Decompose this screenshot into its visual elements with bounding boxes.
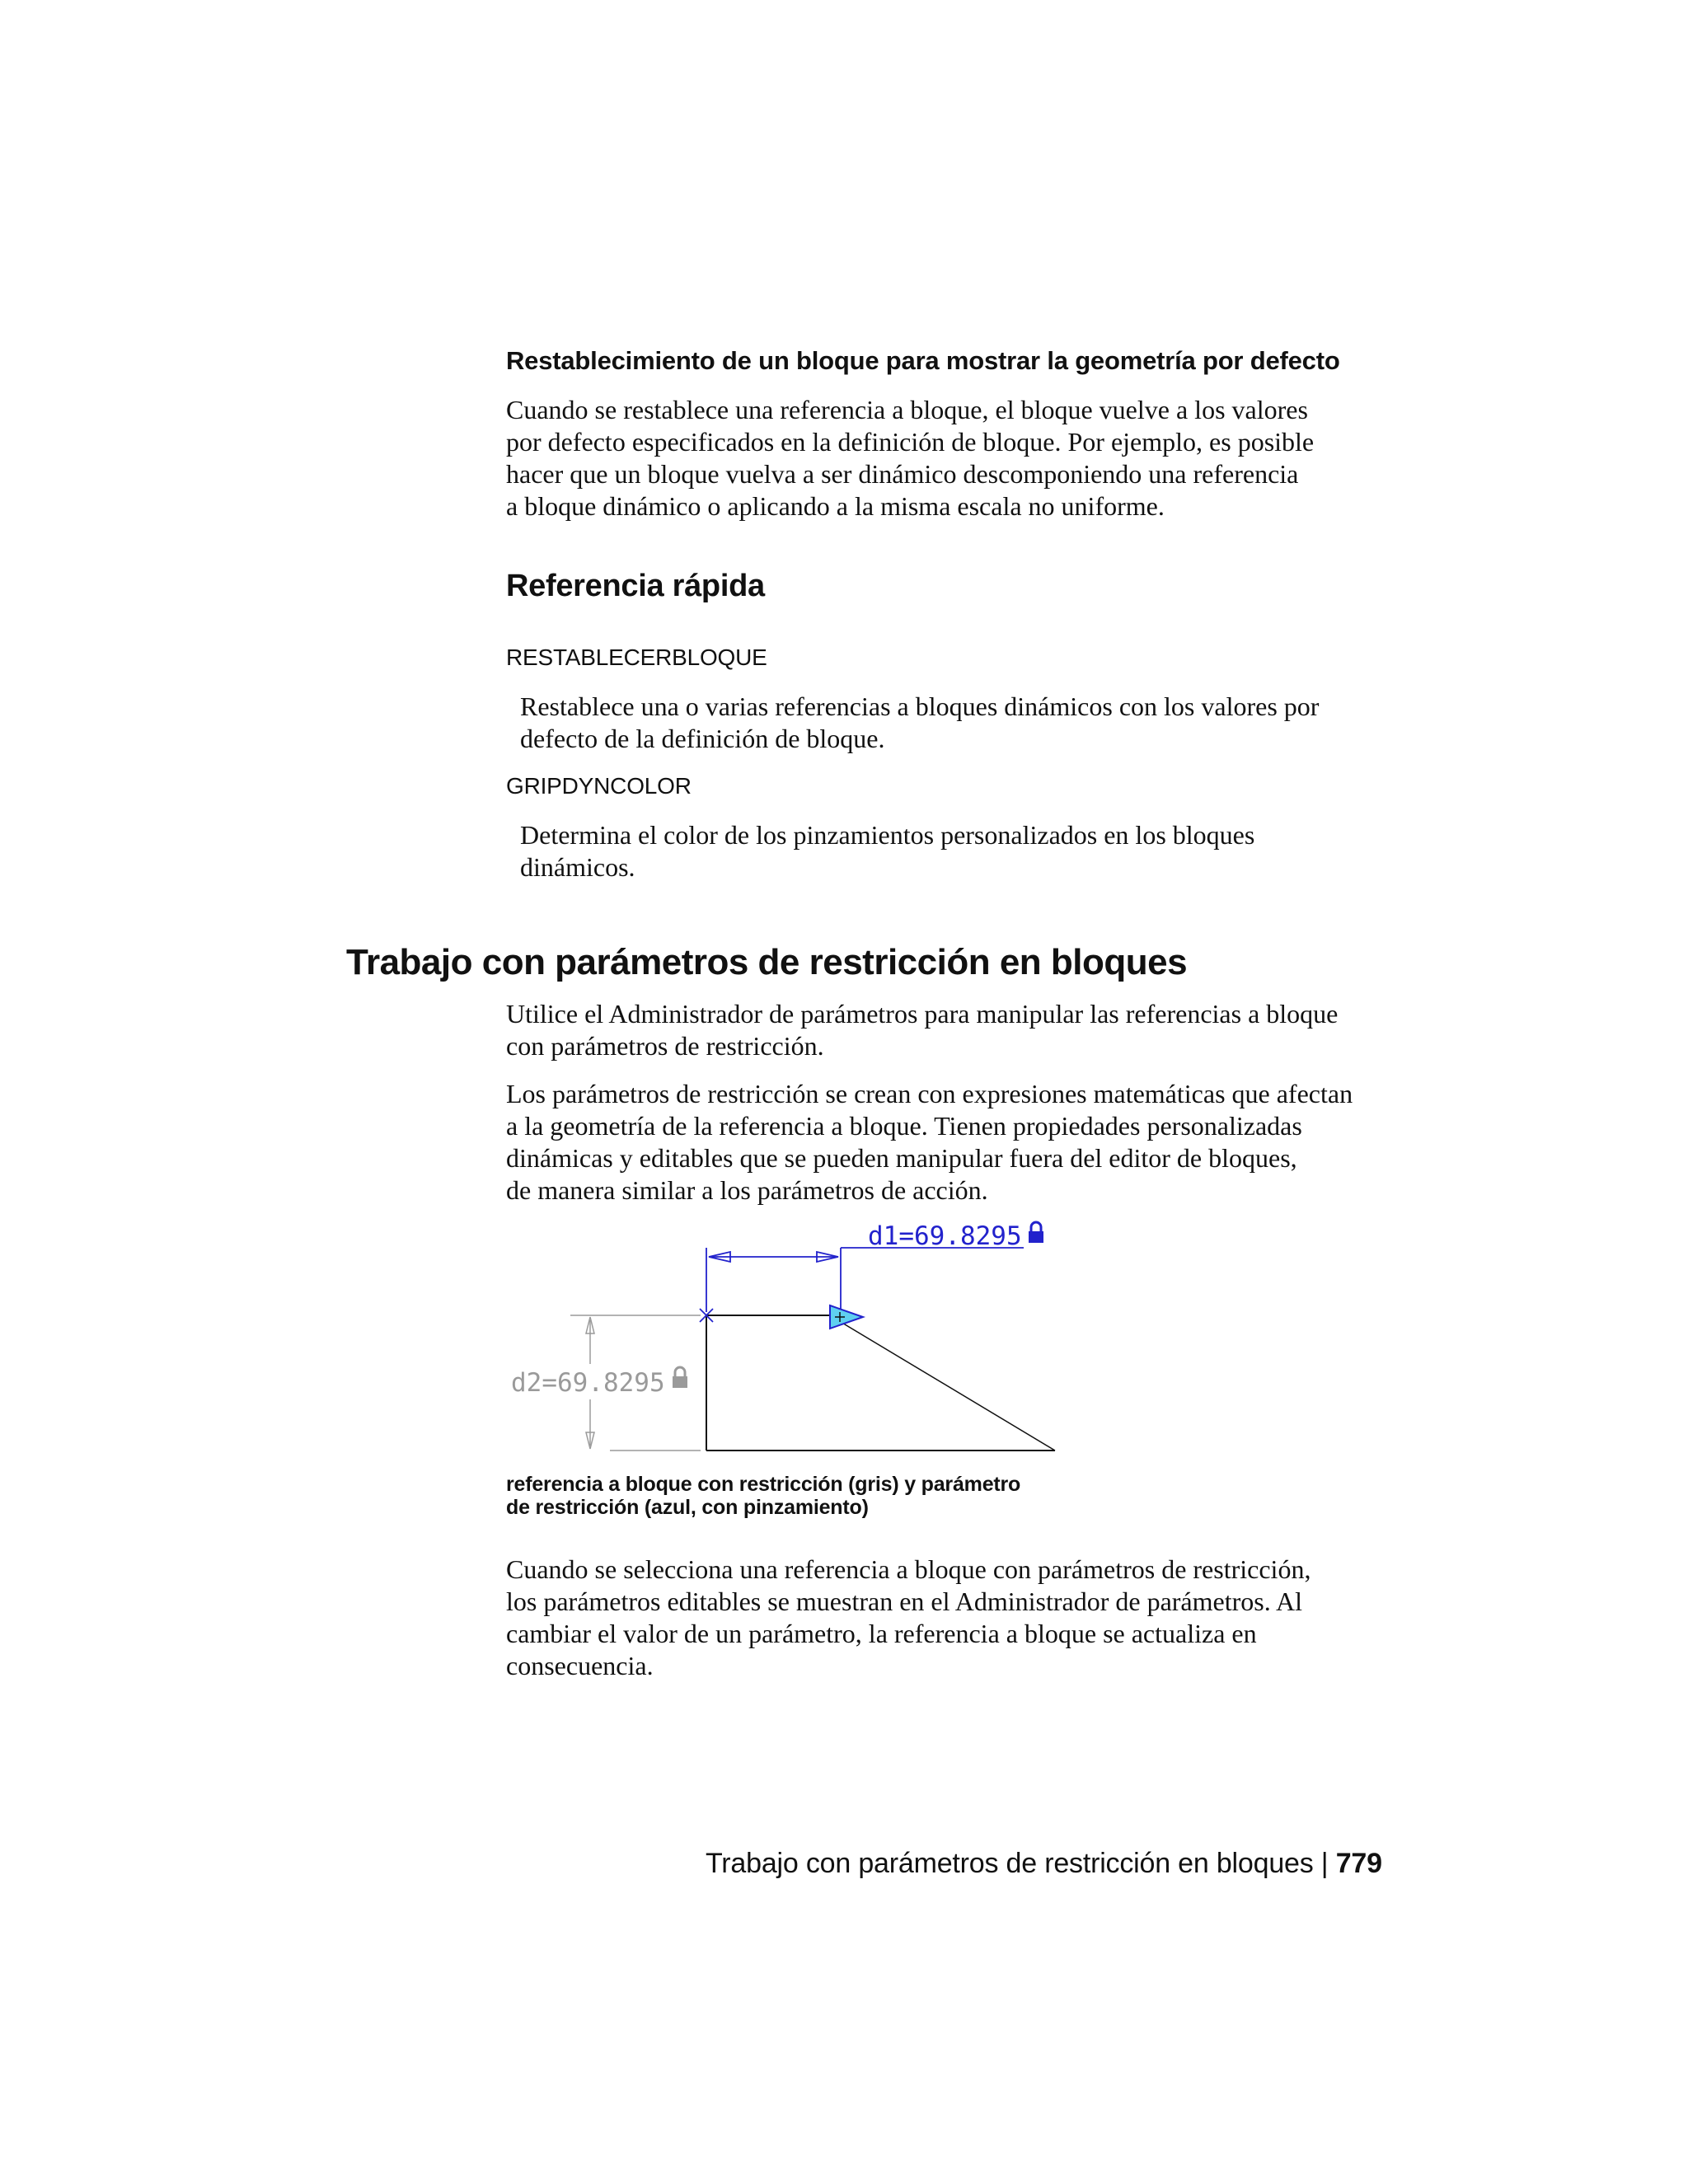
command-term-restablecerbloque[interactable]: RESTABLECERBLOQUE: [506, 644, 767, 670]
figure-caption: [506, 1473, 1100, 1519]
footer-separator: |: [1320, 1848, 1329, 1879]
text-line: dinámicos.: [520, 852, 635, 882]
d2-label: d2=69.8295: [511, 1368, 665, 1398]
text-line: defecto de la definición de bloque.: [520, 724, 885, 753]
lock-icon: [673, 1367, 687, 1388]
page-footer: [706, 1848, 1382, 1880]
paragraph-main-2: [506, 1078, 1404, 1207]
d1-label: d1=69.8295: [868, 1221, 1022, 1251]
text-line: a la geometría de la referencia a bloque. Tienen propiedades personalizadas: [506, 1111, 1302, 1141]
paragraph-main-1: [506, 998, 1404, 1062]
text-line: los parámetros editables se muestran en el Administrador de parámetros. Al: [506, 1586, 1302, 1616]
command-definition-gripdyncolor: [520, 819, 1410, 883]
constraint-figure: [495, 1220, 1071, 1467]
footer-title: Trabajo con parámetros de restricción en bloques: [706, 1848, 1314, 1879]
text-line: Cuando se restablece una referencia a bloque, el bloque vuelve a los valores: [506, 395, 1308, 424]
quick-reference-heading: Referencia rápida: [506, 569, 765, 603]
text-line: hacer que un bloque vuelva a ser dinámico descomponiendo una referencia: [506, 459, 1299, 489]
lock-icon: [1029, 1222, 1043, 1243]
text-line: Cuando se selecciona una referencia a bloque con parámetros de restricción,: [506, 1554, 1311, 1584]
text-line: cambiar el valor de un parámetro, la referencia a bloque se actualiza en: [506, 1619, 1257, 1648]
main-section-heading: Trabajo con parámetros de restricción en bloques: [346, 942, 1188, 982]
subsection-heading-reset: Restablecimiento de un bloque para mostrar la geometría por defecto: [506, 346, 1340, 375]
parameter-d1: [706, 1248, 1024, 1312]
command-term-gripdyncolor[interactable]: GRIPDYNCOLOR: [506, 773, 692, 799]
text-line: Utilice el Administrador de parámetros para manipular las referencias a bloque: [506, 999, 1339, 1029]
page-number: 779: [1335, 1848, 1382, 1879]
command-definition-restablecerbloque: [520, 691, 1410, 755]
text-line: Determina el color de los pinzamientos personalizados en los bloques: [520, 820, 1255, 850]
text-line: con parámetros de restricción.: [506, 1031, 824, 1061]
text-line: a bloque dinámico o aplicando a la misma escala no uniforme.: [506, 491, 1165, 521]
text-line: por defecto especificados en la definición de bloque. Por ejemplo, es posible: [506, 427, 1315, 457]
block-diagonal-edge: [841, 1322, 1055, 1451]
text-line: de manera similar a los parámetros de acción.: [506, 1175, 988, 1205]
caption-line: de restricción (azul, con pinzamiento): [506, 1496, 869, 1519]
text-line: Restablece una o varias referencias a bloques dinámicos con los valores por: [520, 691, 1320, 721]
caption-line: referencia a bloque con restricción (gris) y parámetro: [506, 1473, 1021, 1496]
text-line: dinámicas y editables que se pueden manipular fuera del editor de bloques,: [506, 1143, 1297, 1173]
paragraph-reset: [506, 394, 1404, 523]
paragraph-main-3: [506, 1554, 1404, 1682]
text-line: Los parámetros de restricción se crean con expresiones matemáticas que afectan: [506, 1079, 1353, 1108]
text-line: consecuencia.: [506, 1651, 654, 1680]
block-geometry: [706, 1315, 1055, 1451]
